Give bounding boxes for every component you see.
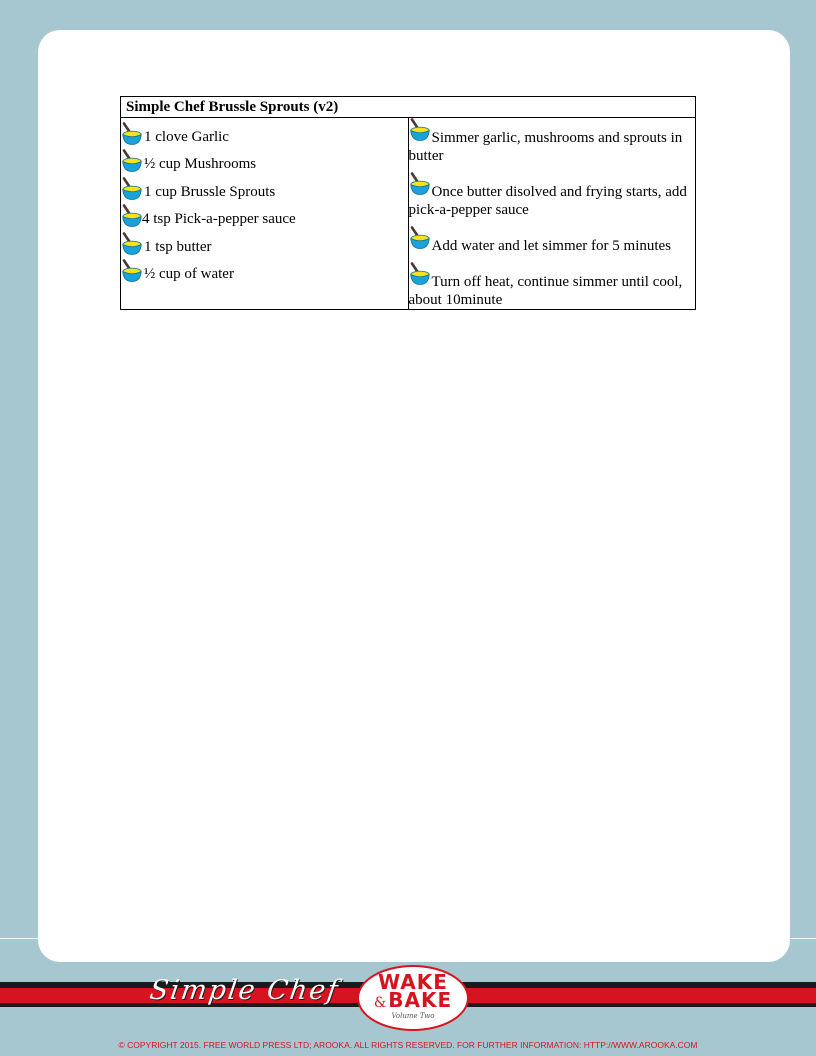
- ingredient-item: [121, 228, 408, 256]
- step-text: Add water and let simmer for 5 minutes: [431, 238, 672, 254]
- step-text: Simmer garlic, mushrooms and sprouts in butter: [408, 130, 683, 164]
- wake-bake-logo: [357, 965, 469, 1031]
- ingredients-cell: [121, 118, 409, 310]
- ingredient-text: 1 cup Brussle Sprouts: [144, 183, 276, 200]
- divider-line: [0, 938, 38, 939]
- step-text: Turn off heat, continue simmer until cool, about 10minute: [408, 274, 683, 308]
- step-text: Once butter disolved and frying starts, add pick-a-pepper sauce: [408, 184, 687, 218]
- ingredient-text: ½ cup Mushrooms: [144, 156, 257, 172]
- step-item: [409, 226, 696, 255]
- mixing-bowl-icon: [409, 226, 430, 250]
- ingredient-text: 1 clove Garlic: [144, 128, 229, 145]
- mixing-bowl-icon: [409, 172, 430, 196]
- logo-line-2-text: BAKE: [388, 988, 453, 1012]
- mixing-bowl-icon: [409, 118, 430, 142]
- step-item: [409, 262, 696, 309]
- logo-ampersand: &: [373, 995, 388, 1011]
- divider-line: [790, 938, 816, 939]
- logo-line-1: WAKE: [378, 970, 448, 994]
- logo-line-2: [359, 988, 467, 1012]
- mixing-bowl-icon: [121, 122, 142, 146]
- mixing-bowl-icon: [121, 204, 142, 228]
- logo-subtitle: Volume Two: [391, 1012, 435, 1020]
- step-item: [409, 172, 696, 219]
- mixing-bowl-icon: [121, 177, 142, 201]
- ingredient-item: [121, 118, 408, 146]
- brand-name: Simple Chef: [147, 975, 342, 1006]
- recipe-table: [120, 96, 696, 310]
- steps-cell: [408, 118, 696, 310]
- mixing-bowl-icon: [121, 149, 142, 173]
- mixing-bowl-icon: [121, 259, 142, 283]
- copyright-notice: © COPYRIGHT 2015. FREE WORLD PRESS LTD; AROOKA. ALL RIGHTS RESERVED. FOR FURTHER INFORMATION: HTTP://WWW.AROOKA.COM: [118, 1040, 698, 1050]
- mixing-bowl-icon: [121, 232, 142, 256]
- ingredient-text: ½ cup of water: [144, 266, 234, 282]
- mixing-bowl-icon: [409, 262, 430, 286]
- ingredient-item: [121, 173, 408, 201]
- step-item: [409, 118, 696, 165]
- ingredient-text: 4 tsp Pick-a-pepper sauce: [142, 211, 296, 227]
- ingredient-item: [121, 256, 408, 284]
- recipe-title: Simple Chef Brussle Sprouts (v2): [121, 97, 696, 118]
- ingredient-item: [121, 146, 408, 174]
- ingredient-text: 1 tsp butter: [144, 238, 212, 255]
- ingredient-item: [121, 201, 408, 229]
